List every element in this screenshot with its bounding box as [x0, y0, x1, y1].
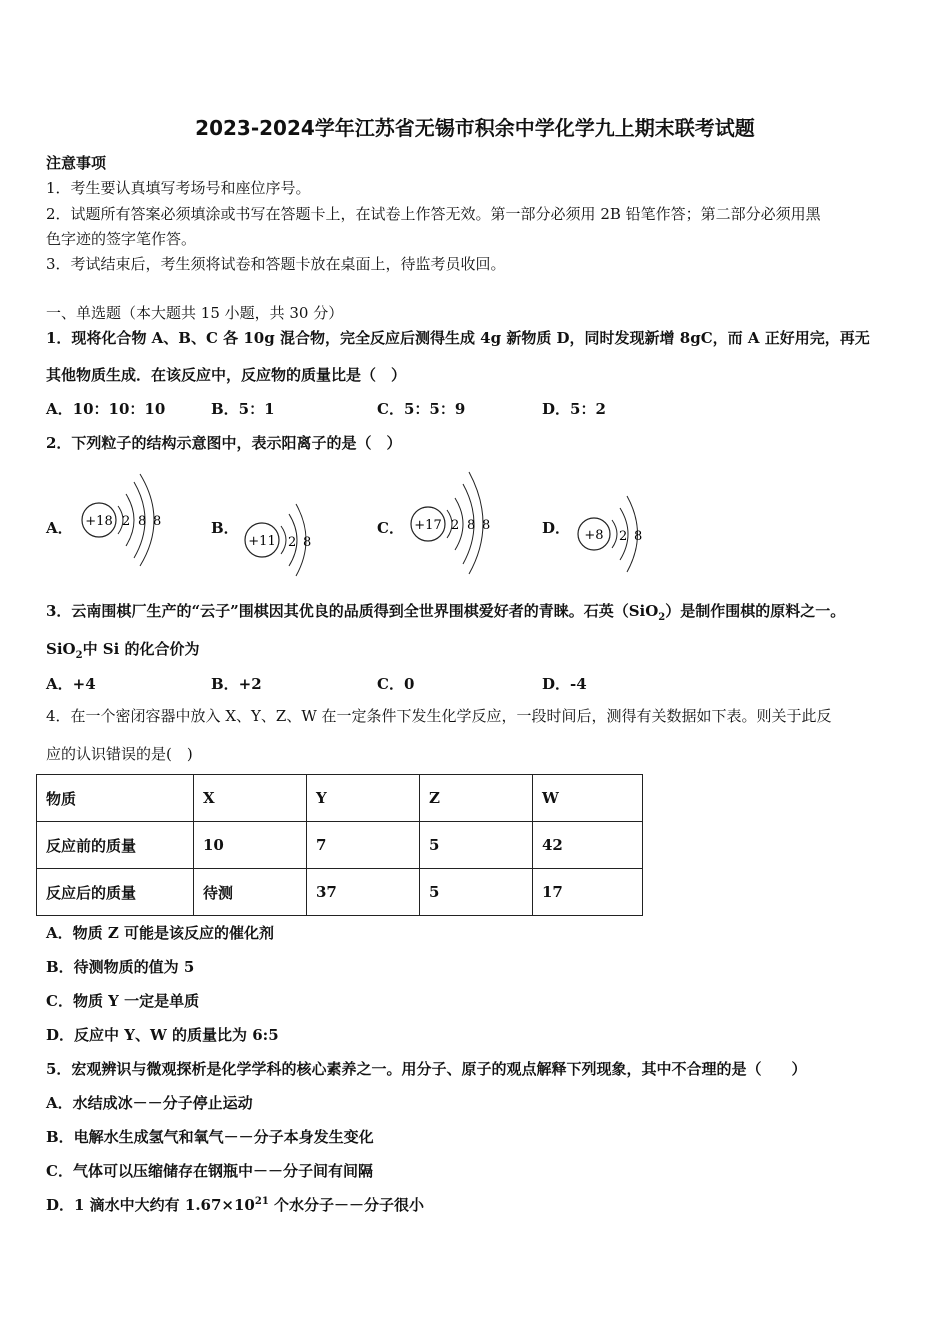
- notice-item: 2．试题所有答案必须填涂或书写在答题卡上，在试卷上作答无效。第一部分必须用 2B 铅笔作答；第二部分必须用黑: [46, 205, 821, 223]
- q4-stem-line2: 应的认识错误的是( ): [46, 745, 193, 763]
- nucleus-charge: +17: [414, 518, 442, 533]
- q3-option-b: B．+2: [211, 675, 262, 693]
- q1-stem-line1: 1．现将化合物 A、B、C 各 10g 混合物，完全反应后测得生成 4g 新物质 D，同时发现新增 8gC，而 A 正好用完，再无: [46, 329, 870, 347]
- q1-option-d: D．5：2: [542, 400, 606, 418]
- atom-diagram-c: [407, 466, 507, 576]
- q2-stem: 2．下列粒子的结构示意图中，表示阳离子的是（ ）: [46, 434, 402, 452]
- table-cell: X: [194, 775, 307, 822]
- shell-electrons: 8: [482, 518, 491, 533]
- q5-option-d: D．1 滴水中大约有 $1.67\times 10^{21}$ 个水分子－－分子很小: [46, 1196, 425, 1214]
- section-heading: 一、单选题（本大题共 15 小题，共 30 分）: [46, 304, 344, 322]
- table-cell: 反应后的质量: [37, 869, 194, 916]
- q4-option-d: D．反应中 Y、W 的质量比为 6:5: [46, 1026, 279, 1044]
- table-row: [37, 775, 643, 822]
- q2-option-d-letter: D．: [542, 519, 571, 537]
- q4-stem-line1: 4．在一个密闭容器中放入 X、Y、Z、W 在一定条件下发生化学反应，一段时间后，测得有关数据如下表。则关于此反: [46, 707, 832, 725]
- table-cell: 5: [420, 869, 533, 916]
- nucleus-charge: +11: [248, 534, 276, 549]
- nucleus-charge: +8: [584, 528, 604, 543]
- q5-option-c: C．气体可以压缩储存在钢瓶中－－分子间有间隔: [46, 1162, 373, 1180]
- nucleus-charge: +18: [85, 514, 113, 529]
- q2-option-a-letter: A．: [46, 519, 73, 537]
- q3-option-c: C．0: [377, 675, 415, 693]
- q3-option-a: A．+4: [46, 675, 96, 693]
- shell-electrons: 8: [467, 518, 476, 533]
- q2-option-b-letter: B．: [211, 519, 239, 537]
- notice-heading: 注意事项: [46, 154, 107, 172]
- q3-stem-line2: SiO$_2$中 Si 的化合价为: [46, 640, 200, 661]
- q5-stem: 5．宏观辨识与微观探析是化学学科的核心素养之一。用分子、原子的观点解释下列现象，其中不合理的是（ ）: [46, 1060, 807, 1078]
- table-cell: 17: [533, 869, 643, 916]
- q5-option-b: B．电解水生成氢气和氧气－－分子本身发生变化: [46, 1128, 374, 1146]
- q5-option-a: A．水结成冰－－分子停止运动: [46, 1094, 253, 1112]
- table-cell: Y: [307, 775, 420, 822]
- q4-option-c: C．物质 Y 一定是单质: [46, 992, 200, 1010]
- q1-stem-line2: 其他物质生成．在该反应中，反应物的质量比是（ ）: [46, 366, 407, 384]
- q1-option-c: C．5：5：9: [377, 400, 466, 418]
- atom-diagram-d: [574, 488, 654, 578]
- table-row: [37, 822, 643, 869]
- shell-electrons: 2: [619, 529, 628, 544]
- notice-item: 3．考试结束后，考生须将试卷和答题卡放在桌面上，待监考员收回。: [46, 255, 506, 273]
- table-cell: 10: [194, 822, 307, 869]
- atom-diagram-a: [78, 466, 178, 576]
- table-cell: 待测: [194, 869, 307, 916]
- table-row: [37, 869, 643, 916]
- table-cell: W: [533, 775, 643, 822]
- q4-data-table: [36, 774, 643, 916]
- q4-option-b: B．待测物质的值为 5: [46, 958, 195, 976]
- table-cell: 5: [420, 822, 533, 869]
- q1-option-b: B．5：1: [211, 400, 275, 418]
- shell-electrons: 8: [634, 529, 643, 544]
- shell-electrons: 8: [303, 535, 312, 550]
- table-cell: 反应前的质量: [37, 822, 194, 869]
- q3-stem-line1: 3．云南围棋厂生产的“云子”围棋因其优良的品质得到全世界围棋爱好者的青睐。石英（SiO$_2$）是制作围棋的原料之一。: [46, 602, 846, 623]
- shell-electrons: 8: [138, 514, 147, 529]
- table-cell: Z: [420, 775, 533, 822]
- shell-electrons: 8: [153, 514, 162, 529]
- table-cell: 7: [307, 822, 420, 869]
- q1-option-a: A．10：10：10: [46, 400, 166, 418]
- table-cell: 物质: [37, 775, 194, 822]
- q3-option-d: D．-4: [542, 675, 587, 693]
- shell-electrons: 2: [122, 514, 131, 529]
- q2-option-c-letter: C．: [377, 519, 404, 537]
- notice-item: 1．考生要认真填写考场号和座位序号。: [46, 179, 311, 197]
- table-cell: 42: [533, 822, 643, 869]
- q4-option-a: A．物质 Z 可能是该反应的催化剂: [46, 924, 275, 942]
- notice-item: 色字迹的签字笔作答。: [46, 230, 197, 248]
- page-title: 2023-2024学年江苏省无锡市积余中学化学九上期末联考试题: [195, 116, 755, 140]
- shell-electrons: 2: [451, 518, 460, 533]
- shell-electrons: 2: [288, 535, 297, 550]
- table-cell: 37: [307, 869, 420, 916]
- atom-diagram-b: [242, 494, 322, 584]
